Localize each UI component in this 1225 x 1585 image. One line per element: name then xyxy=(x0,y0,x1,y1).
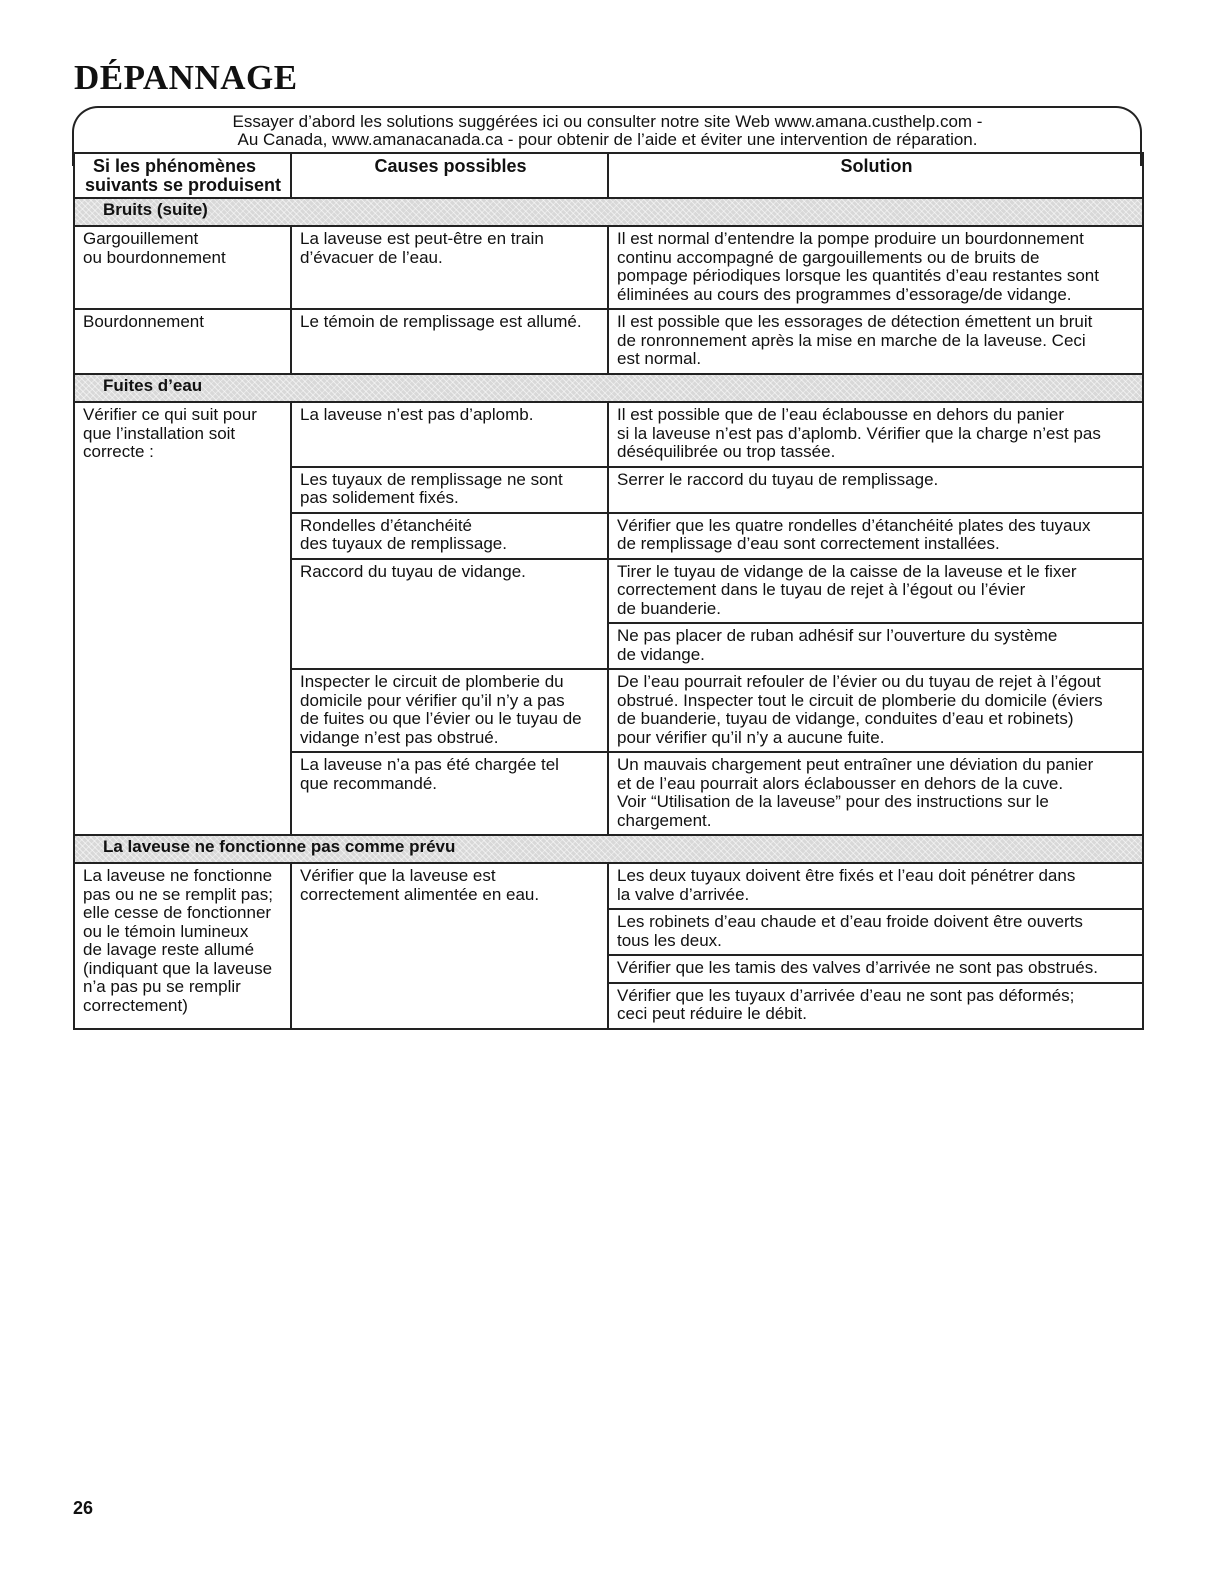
solution-cell xyxy=(608,669,1143,752)
solution-cell-line: Les deux tuyaux doivent être fixés et l’eau doit pénétrer dans xyxy=(617,866,1076,885)
cause-cell xyxy=(291,863,608,1029)
solution-cell-line: de buanderie. xyxy=(617,598,721,618)
cause-cell xyxy=(291,309,608,374)
solution-cell-line: éliminées au cours des programmes d’essorage/de vidange. xyxy=(617,284,1072,304)
solution-cell-line: Tirer le tuyau de vidange de la caisse de la laveuse et le fixer xyxy=(617,561,1077,581)
symptom-cell-line: pas ou ne se remplit pas; xyxy=(83,884,273,904)
solution-cell-line: déséquilibrée ou trop tassée. xyxy=(617,442,836,461)
cause-cell xyxy=(291,669,608,752)
solution-cell-line: est normal. xyxy=(617,349,702,368)
solution-cell xyxy=(608,402,1143,467)
cause-cell xyxy=(291,559,608,670)
solution-cell-line: Il est normal d’entendre la pompe produire un bourdonnement xyxy=(617,229,1084,248)
symptom-cell-line: correctement) xyxy=(83,995,188,1015)
symptom-cell-line: que l’installation soit xyxy=(83,423,236,443)
solution-cell-line: Vérifier que les quatre rondelles d’étanchéité plates des tuyaux xyxy=(617,515,1091,535)
section-header-row xyxy=(74,374,1143,402)
cause-cell-line: des tuyaux de remplissage. xyxy=(300,534,507,553)
solution-cell-line: si la laveuse n’est pas d’aplomb. Vérifier que la charge n’est pas xyxy=(617,423,1101,443)
symptom-cell-line: ou bourdonnement xyxy=(83,247,226,267)
intro-line-1: Essayer d’abord les solutions suggérées ici ou consulter notre site Web www.amana.custhelp.com - xyxy=(232,112,983,131)
table-row xyxy=(74,309,1143,374)
solution-cell xyxy=(608,983,1143,1029)
page-number: 26 xyxy=(73,1498,94,1518)
solution-cell xyxy=(608,863,1143,909)
header-causes: Causes possibles xyxy=(291,153,608,198)
solution-cell xyxy=(608,752,1143,835)
cause-cell-line: domicile pour vérifier qu’il n’y a pas xyxy=(300,690,565,710)
symptom-cell-line: elle cesse de fonctionner xyxy=(83,903,272,922)
symptom-cell-line: de lavage reste allumé xyxy=(83,940,255,959)
troubleshooting-panel xyxy=(73,106,1142,1066)
intro-text xyxy=(73,113,1142,149)
solution-cell xyxy=(608,623,1143,669)
cause-cell-line: Vérifier que la laveuse est xyxy=(300,866,496,885)
symptom-cell-line: La laveuse ne fonctionne xyxy=(83,866,273,885)
troubleshooting-table xyxy=(73,152,1144,1030)
header-symptom xyxy=(74,153,291,198)
cause-cell-line: d’évacuer de l’eau. xyxy=(300,247,443,267)
solution-cell xyxy=(608,309,1143,374)
solution-cell-line: pompage périodiques lorsque les quantités d’eau restantes sont xyxy=(617,266,1099,285)
symptom-cell xyxy=(74,863,291,1029)
cause-cell xyxy=(291,513,608,559)
solution-cell-line: Il est possible que de l’eau éclabousse en dehors du panier xyxy=(617,405,1065,424)
cause-cell-line: de fuites ou que l’évier ou le tuyau de xyxy=(300,709,582,728)
header-solution: Solution xyxy=(608,153,1143,198)
symptom-cell xyxy=(74,402,291,835)
cause-cell-line: Rondelles d’étanchéité xyxy=(300,515,473,535)
solution-cell-line: de buanderie, tuyau de vidange, conduites d’eau et robinets) xyxy=(617,709,1074,728)
symptom-cell-line: ou le témoin lumineux xyxy=(83,921,249,941)
cause-cell-line: correctement alimentée en eau. xyxy=(300,884,540,904)
cause-cell-line: La laveuse n’est pas d’aplomb. xyxy=(300,405,534,424)
solution-cell-line: Vérifier que les tamis des valves d’arrivée ne sont pas obstrués. xyxy=(617,958,1098,977)
section-title: Fuites d’eau xyxy=(74,374,1143,402)
symptom-cell-line: Vérifier ce qui suit pour xyxy=(83,405,257,424)
cause-cell-line: Les tuyaux de remplissage ne sont xyxy=(300,469,563,489)
solution-cell xyxy=(608,513,1143,559)
symptom-cell-line: n’a pas pu se remplir xyxy=(83,977,241,996)
cause-cell-line: que recommandé. xyxy=(300,773,438,793)
solution-cell xyxy=(608,559,1143,624)
section-title: La laveuse ne fonctionne pas comme prévu xyxy=(74,835,1143,863)
solution-cell-line: Vérifier que les tuyaux d’arrivée d’eau ne sont pas déformés; xyxy=(617,985,1075,1005)
symptom-cell-line: Gargouillement xyxy=(83,229,199,248)
symptom-cell xyxy=(74,309,291,374)
solution-cell-line: de remplissage d’eau sont correctement installées. xyxy=(617,534,1000,553)
solution-cell-line: de vidange. xyxy=(617,644,705,664)
header-symptom-line-2: suivants se produisent xyxy=(85,175,282,195)
cause-cell-line: Le témoin de remplissage est allumé. xyxy=(300,312,582,331)
table-row xyxy=(74,226,1143,309)
solution-cell-line: de ronronnement après la mise en marche de la laveuse. Ceci xyxy=(617,330,1086,350)
solution-cell xyxy=(608,226,1143,309)
symptom-cell-line: (indiquant que la laveuse xyxy=(83,958,273,978)
solution-cell-line: pour vérifier qu’il n’y a aucune fuite. xyxy=(617,727,885,747)
symptom-cell xyxy=(74,226,291,309)
cause-cell-line: vidange n’est pas obstrué. xyxy=(300,727,499,747)
cause-cell-line: La laveuse n’a pas été chargée tel xyxy=(300,755,559,774)
solution-cell-line: la valve d’arrivée. xyxy=(617,884,750,904)
solution-cell-line: correctement dans le tuyau de rejet à l’égout ou l’évier xyxy=(617,580,1026,599)
page-title: DÉPANNAGE xyxy=(74,58,298,97)
symptom-cell-line: Bourdonnement xyxy=(83,312,204,331)
table-row xyxy=(74,402,1143,467)
cause-cell-line: pas solidement fixés. xyxy=(300,488,459,507)
table-header-row xyxy=(74,153,1143,198)
solution-cell xyxy=(608,909,1143,955)
solution-cell-line: continu accompagné de gargouillements ou de bruits de xyxy=(617,247,1040,267)
cause-cell-line: Inspecter le circuit de plomberie du xyxy=(300,672,564,691)
cause-cell xyxy=(291,467,608,513)
solution-cell-line: Il est possible que les essorages de détection émettent un bruit xyxy=(617,312,1093,331)
cause-cell xyxy=(291,402,608,467)
solution-cell-line: ceci peut réduire le débit. xyxy=(617,1004,807,1023)
solution-cell-line: Serrer le raccord du tuyau de remplissage. xyxy=(617,469,939,489)
intro-line-2: Au Canada, www.amanacanada.ca - pour obtenir de l’aide et éviter une intervention de réparation. xyxy=(237,130,978,149)
cause-cell-line: Raccord du tuyau de vidange. xyxy=(300,561,526,581)
cause-cell xyxy=(291,226,608,309)
solution-cell xyxy=(608,955,1143,983)
solution-cell-line: De l’eau pourrait refouler de l’évier ou du tuyau de rejet à l’égout xyxy=(617,672,1101,691)
table-row xyxy=(74,863,1143,909)
solution-cell-line: tous les deux. xyxy=(617,930,722,950)
section-title: Bruits (suite) xyxy=(74,198,1143,226)
solution-cell-line: obstrué. Inspecter tout le circuit de plomberie du domicile (éviers xyxy=(617,690,1103,710)
section-header-row xyxy=(74,198,1143,226)
cause-cell xyxy=(291,752,608,835)
cause-cell-line: La laveuse est peut-être en train xyxy=(300,229,544,248)
solution-cell-line: Les robinets d’eau chaude et d’eau froide doivent être ouverts xyxy=(617,912,1083,931)
solution-cell-line: chargement. xyxy=(617,810,712,830)
solution-cell-line: et de l’eau pourrait alors éclabousser en dehors de la cuve. xyxy=(617,773,1064,793)
table-body xyxy=(74,198,1143,1029)
header-symptom-line-1: Si les phénomènes xyxy=(93,156,257,176)
solution-cell-line: Voir “Utilisation de la laveuse” pour des instructions sur le xyxy=(617,792,1049,811)
symptom-cell-line: correcte : xyxy=(83,442,154,461)
solution-cell xyxy=(608,467,1143,513)
solution-cell-line: Un mauvais chargement peut entraîner une déviation du panier xyxy=(617,755,1094,774)
solution-cell-line: Ne pas placer de ruban adhésif sur l’ouverture du système xyxy=(617,626,1058,645)
section-header-row xyxy=(74,835,1143,863)
